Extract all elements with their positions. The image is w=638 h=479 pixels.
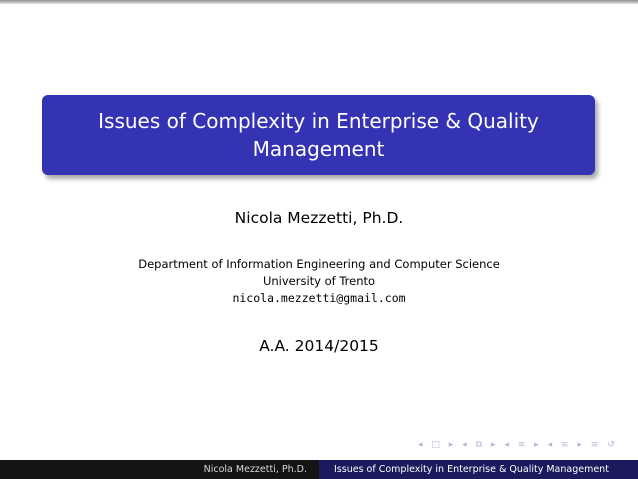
email: nicola.mezzetti@gmail.com	[232, 291, 406, 305]
prev-subsection2-icon[interactable]: ◂	[547, 440, 554, 450]
title-box	[42, 95, 595, 175]
prev-section-icon[interactable]: ◂	[504, 440, 510, 450]
slide-date: A.A. 2014/2015	[259, 337, 379, 355]
institute-block	[0, 256, 638, 307]
prev-subsection-icon[interactable]: ◂	[462, 440, 468, 450]
slide-title: Issues of Complexity in Enterprise & Quality Management	[98, 109, 539, 161]
prev-frame-icon[interactable]: ◂	[418, 440, 424, 450]
next-section-icon[interactable]: ▸	[534, 440, 540, 450]
subsection-icon[interactable]: ⧉	[475, 440, 484, 450]
slide-author: Nicola Mezzetti, Ph.D.	[234, 209, 404, 227]
frame-icon[interactable]: □	[431, 440, 441, 450]
section-icon[interactable]: ≡	[517, 440, 527, 450]
next-subsection-icon[interactable]: ▸	[490, 440, 497, 450]
next-subsection2-icon[interactable]: ▸	[577, 440, 583, 450]
align-icon[interactable]: ≡	[590, 440, 600, 450]
navigation-symbols	[418, 440, 620, 452]
next-frame-icon[interactable]: ▸	[448, 440, 455, 450]
footer-author: Nicola Mezzetti, Ph.D.	[0, 460, 319, 479]
footer-title: Issues of Complexity in Enterprise & Quality Management	[319, 460, 638, 479]
subsection2-icon[interactable]: ≡	[560, 440, 570, 450]
department: Department of Information Engineering and Computer Science	[138, 257, 500, 271]
university: University of Trento	[262, 274, 376, 288]
search-icon[interactable]: ↺	[607, 440, 616, 450]
footer	[0, 460, 638, 479]
top-rule	[0, 0, 638, 4]
